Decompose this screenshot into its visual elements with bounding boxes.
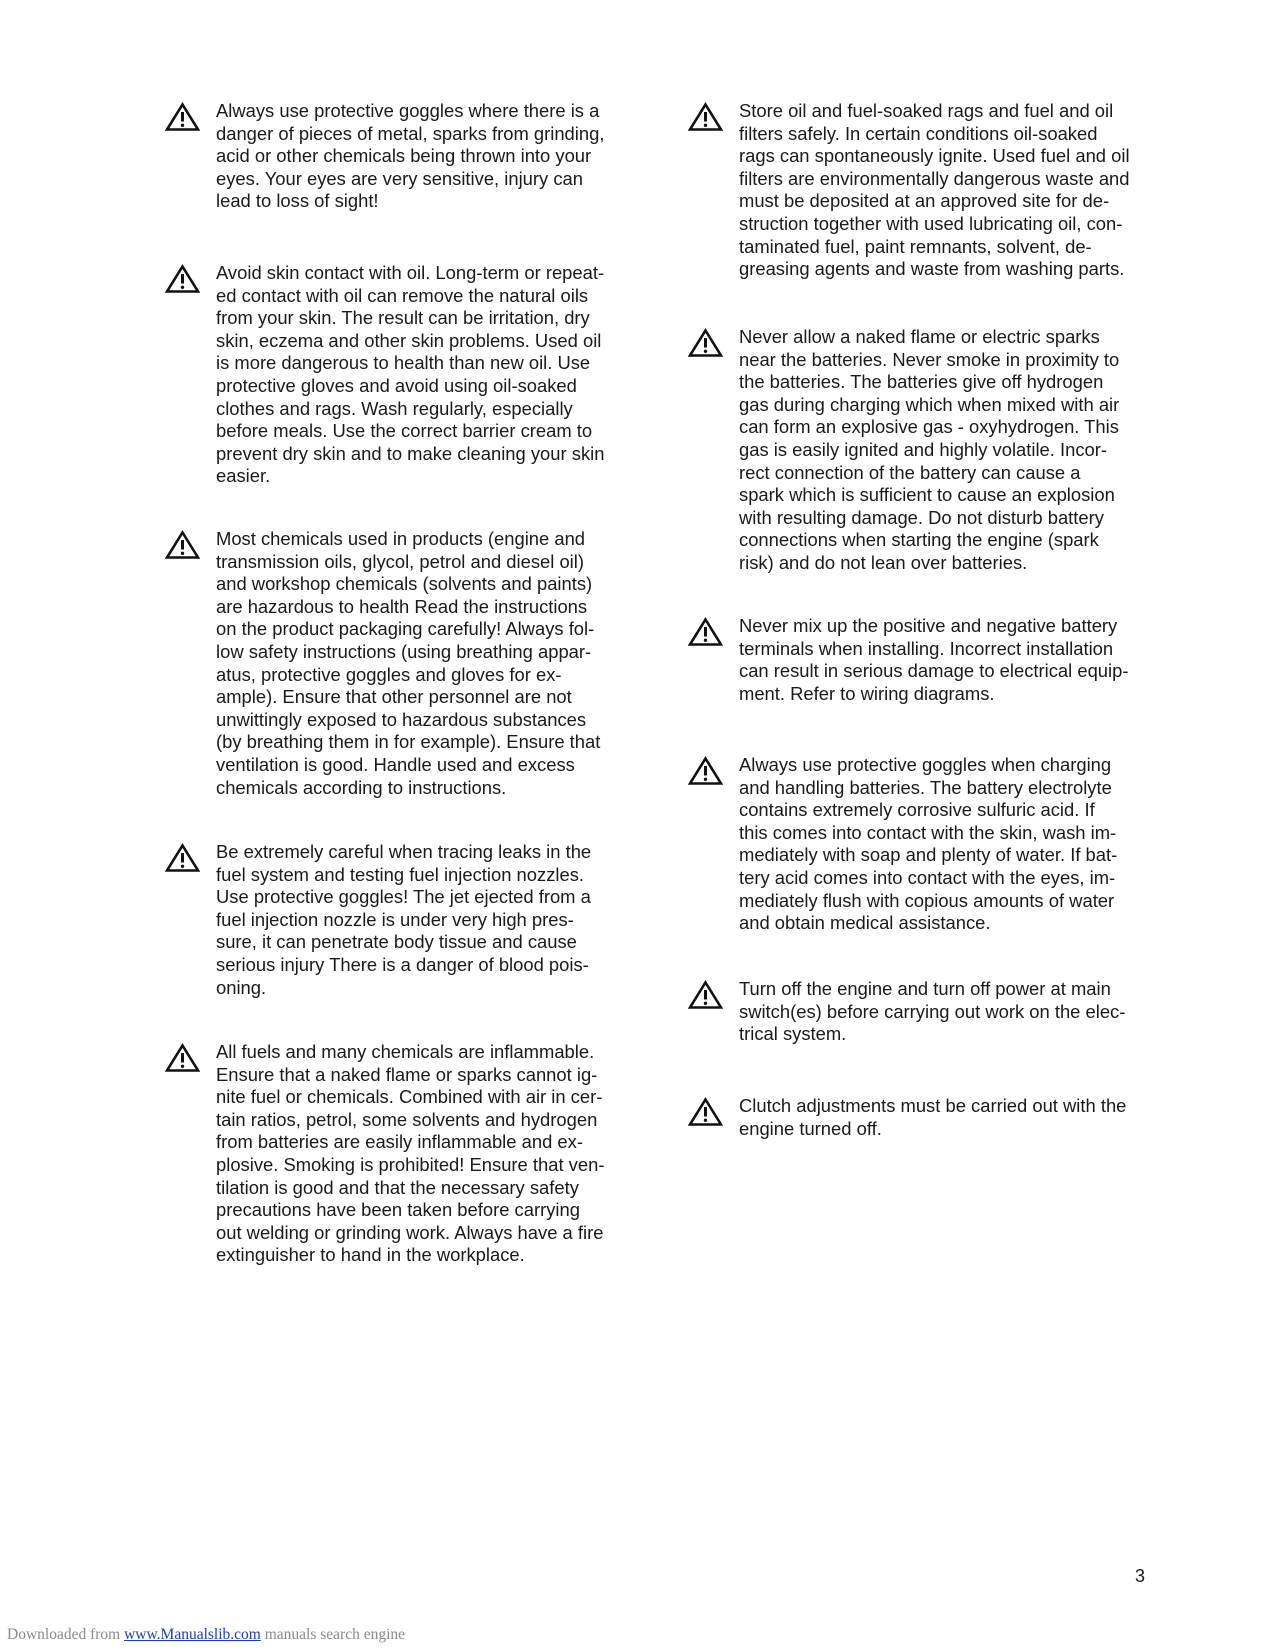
warning-triangle-icon bbox=[165, 264, 200, 294]
warning-triangle-icon bbox=[688, 102, 723, 132]
warning-triangle-icon bbox=[165, 1043, 200, 1073]
warning-text: Always use protective goggles where there is a danger of pieces of metal, sparks from grinding, acid or other chemicals being thrown into your eyes. Your eyes are very sensitive, injury can lead to loss of sight! bbox=[216, 100, 605, 212]
warning-text: Always use protective goggles when charging and handling batteries. The battery electrolyte contains extremely corrosive sulfuric acid. If this comes into contact with the skin, wash im- mediately with soap and plenty of water. If bat- tery acid comes into contact with the eyes, im- mediately flush with copious amounts of water and obtain medical assistance. bbox=[739, 754, 1118, 934]
warning-triangle-icon bbox=[688, 617, 723, 647]
page-number: 3 bbox=[1135, 1566, 1146, 1586]
warning-triangle-icon bbox=[688, 328, 723, 358]
warning-triangle-icon bbox=[165, 843, 200, 873]
footer-suffix: manuals search engine bbox=[260, 1626, 406, 1643]
warning-triangle-icon bbox=[165, 102, 200, 132]
warning-text: Never mix up the positive and negative battery terminals when installing. Incorrect installation can result in serious damage to electrical equip- ment. Refer to wiring diagrams. bbox=[739, 615, 1129, 704]
download-footer bbox=[7, 1626, 405, 1644]
warning-triangle-icon bbox=[688, 1097, 723, 1127]
warning-triangle-icon bbox=[165, 530, 200, 560]
manualslib-link[interactable]: www.Manualslib.com bbox=[124, 1626, 261, 1643]
warning-text: All fuels and many chemicals are inflammable. Ensure that a naked flame or sparks cannot ig- nite fuel or chemicals. Combined with air in cer- tain ratios, petrol, some solvents and hydrogen from batteries are easily inflammable and ex- plosive. Smoking is prohibited! Ensure that ven- tilation is good and that the necessary safety precautions have been taken before carrying out welding or grinding work. Always have a fire extinguisher to hand in the workplace. bbox=[216, 1041, 605, 1266]
warning-text: Never allow a naked flame or electric sparks near the batteries. Never smoke in proximity to the batteries. The batteries give off hydrogen gas during charging which when mixed with air can form an explosive gas - oxyhydrogen. This gas is easily ignited and highly volatile. Incor- rect connection of the battery can cause a spark which is sufficient to cause an explosion with resulting damage. Do not disturb battery connections when starting the engine (spark risk) and do not lean over batteries. bbox=[739, 326, 1120, 573]
warning-text: Turn off the engine and turn off power at main switch(es) before carrying out work on the elec- trical system. bbox=[739, 978, 1126, 1045]
warning-text: Be extremely careful when tracing leaks in the fuel system and testing fuel injection nozzles. Use protective goggles! The jet ejected from a fuel injection nozzle is under very high pres- sure, it can penetrate body tissue and cause serious injury There is a danger of blood pois- oning. bbox=[216, 841, 592, 998]
warning-text: Avoid skin contact with oil. Long-term or repeat- ed contact with oil can remove the natural oils from your skin. The result can be irritation, dry skin, eczema and other skin problems. Used oil is more dangerous to health than new oil. Use protective gloves and avoid using oil-soaked clothes and rags. Wash regularly, especially before meals. Use the correct barrier cream to prevent dry skin and to make cleaning your skin easier. bbox=[216, 262, 605, 487]
warning-text: Store oil and fuel-soaked rags and fuel and oil filters safely. In certain conditions oil-soaked rags can spontaneously ignite. Used fuel and oil filters are environmentally dangerous waste and must be deposited at an approved site for de- struction together with used lubricating oil, con- taminated fuel, paint remnants, solvent, de- greasing agents and waste from washing parts. bbox=[739, 100, 1130, 280]
warning-text: Most chemicals used in products (engine and transmission oils, glycol, petrol and diesel oil) and workshop chemicals (solvents and paints) are hazardous to health Read the instructions on the product packaging carefully! Always fol- low safety instructions (using breathing appar- atus, protective goggles and gloves for ex- ample). Ensure that other personnel are not unwittingly exposed to hazardous substances (by breathing them in for example). Ensure that ventilation is good. Handle used and excess chemicals according to instructions. bbox=[216, 528, 601, 798]
warning-triangle-icon bbox=[688, 980, 723, 1010]
footer-prefix: Downloaded from bbox=[7, 1626, 125, 1643]
warning-triangle-icon bbox=[688, 756, 723, 786]
warning-text: Clutch adjustments must be carried out with the engine turned off. bbox=[739, 1095, 1127, 1139]
